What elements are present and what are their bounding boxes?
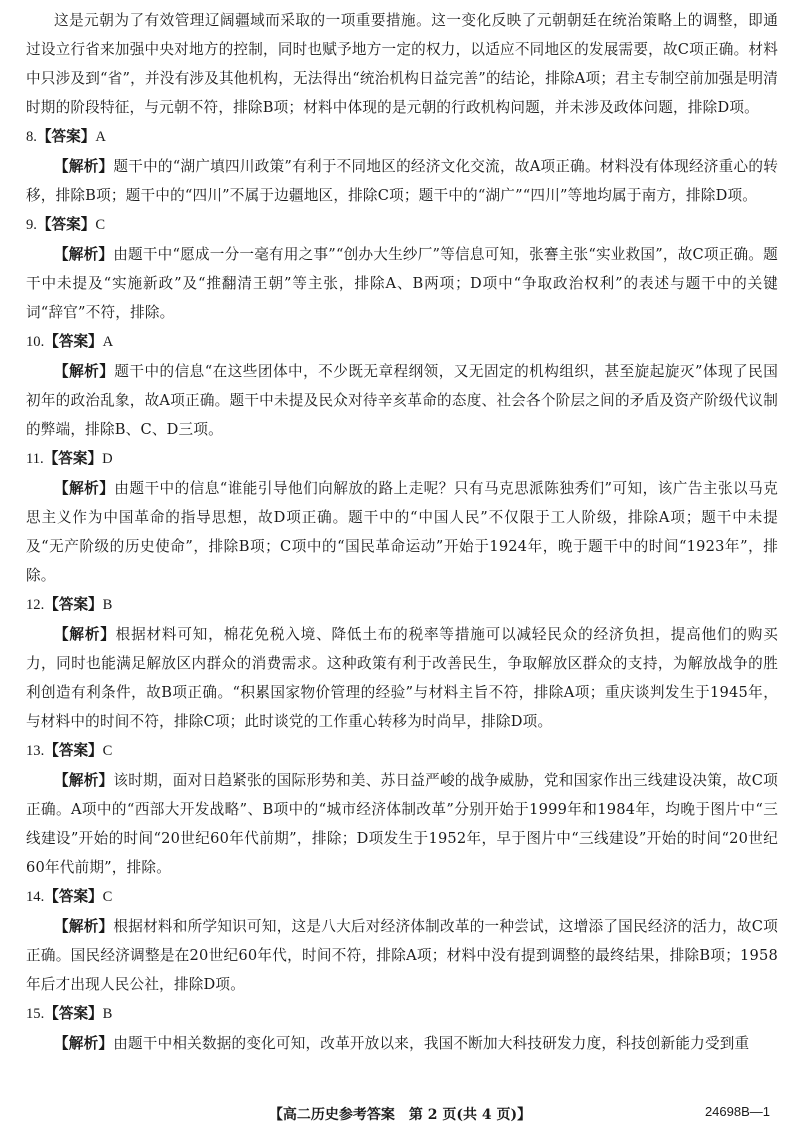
analysis-label: 【解析】 bbox=[54, 246, 114, 263]
answer-choice: D bbox=[102, 451, 113, 467]
answer-line bbox=[26, 882, 778, 912]
question-number: 14. bbox=[26, 889, 45, 905]
answer-line bbox=[26, 122, 778, 152]
answer-item-14 bbox=[26, 882, 778, 999]
footer-doc-code: 24698B—1 bbox=[704, 1104, 770, 1119]
analysis-text: 根据材料可知，棉花免税入境、降低土布的税率等措施可以减轻民众的经济负担，提高他们的购买力，同时也能满足解放区内群众的消费需求。这种政策有利于改善民生，争取解放区群众的支持，为解放战争的胜利创造有利条件，故B项正确。“积累国家物价管理的经验”与材料主旨不符，排除A项；重庆谈判发生于1945年，与材料中的时间不符，排除C项；此时谈党的工作重心转移为时尚早，排除D项。 bbox=[26, 626, 778, 730]
content-area bbox=[26, 6, 778, 1058]
analysis-label: 【解析】 bbox=[54, 158, 114, 175]
answer-item-15 bbox=[26, 999, 778, 1058]
question-number: 15. bbox=[26, 1006, 45, 1022]
answer-item-12 bbox=[26, 590, 778, 736]
answer-item-9 bbox=[26, 210, 778, 327]
answer-choice: B bbox=[102, 597, 113, 613]
answer-choice: C bbox=[102, 743, 113, 759]
analysis-paragraph bbox=[26, 240, 778, 327]
analysis-text: 该时期，面对日趋紧张的国际形势和美、苏日益严峻的战争威胁，党和国家作出三线建设决策，故C项正确。A项中的“西部大开发战略”、B项中的“城市经济体制改革”分别开始于1999年和1984年，均晚于图片中“三线建设”开始的时间“20世纪60年代前期”，排除；D项发生于1952年，早于图片中“三线建设”开始的时间“20世纪60年代前期”，排除。 bbox=[26, 772, 778, 876]
analysis-text: 由题干中“愿成一分一毫有用之事”“创办大生纱厂”等信息可知，张謇主张“实业救国”，故C项正确。题干中未提及“实施新政”及“推翻清王朝”等主张，排除A、B两项；D项中“争取政治权利”的表述与题干中的关键词“辞官”不符，排除。 bbox=[26, 246, 778, 321]
answer-label: 【答案】 bbox=[44, 742, 103, 759]
answer-line bbox=[26, 327, 778, 357]
question-number: 13. bbox=[26, 743, 45, 759]
answer-label: 【答案】 bbox=[43, 450, 103, 467]
question-number: 12. bbox=[26, 597, 45, 613]
intro-paragraph bbox=[26, 6, 778, 122]
answer-line bbox=[26, 999, 778, 1029]
answer-choice: B bbox=[102, 1006, 113, 1022]
analysis-paragraph bbox=[26, 766, 778, 882]
analysis-label: 【解析】 bbox=[54, 363, 115, 380]
answer-item-11 bbox=[26, 444, 778, 590]
analysis-label: 【解析】 bbox=[54, 480, 115, 497]
answer-choice: C bbox=[102, 889, 113, 905]
analysis-text: 题干中的“湖广填四川政策”有利于不同地区的经济文化交流，故A项正确。材料没有体现经济重心的转移，排除B项；题干中的“四川”不属于边疆地区，排除C项；题干中的“湖广”“四川”等地均属于南方，排除D项。 bbox=[26, 158, 778, 204]
analysis-label: 【解析】 bbox=[54, 772, 114, 789]
page-footer bbox=[0, 1104, 800, 1128]
intro-text: 这是元朝为了有效管理辽阔疆域而采取的一项重要措施。这一变化反映了元朝朝廷在统治策略上的调整，即通过设立行省来加强中央对地方的控制，同时也赋予地方一定的权力，以适应不同地区的发展需要，故C项正确。材料中只涉及到“省”，并没有涉及其他机构，无法得出“统治机构日益完善”的结论，排除A项；君主专制空前加强是明清时期的阶段特征，与元朝不符，排除B项；材料中体现的是元朝的行政机构问题，并未涉及政体问题，排除D项。 bbox=[26, 12, 778, 116]
answer-item-8 bbox=[26, 122, 778, 210]
analysis-text: 根据材料和所学知识可知，这是八大后对经济体制改革的一种尝试，这增添了国民经济的活力，故C项正确。国民经济调整是在20世纪60年代，时间不符，排除A项；材料中没有提到调整的最终结果，排除B项；1958年后才出现人民公社，排除D项。 bbox=[26, 918, 778, 993]
question-number: 9. bbox=[26, 217, 37, 233]
answer-line bbox=[26, 590, 778, 620]
analysis-paragraph bbox=[26, 357, 778, 444]
answer-line bbox=[26, 444, 778, 474]
answer-label: 【答案】 bbox=[44, 596, 103, 613]
answer-label: 【答案】 bbox=[36, 216, 96, 233]
footer-page-info: 【高二历史参考答案 第 2 页(共 4 页)】 bbox=[268, 1107, 532, 1123]
answer-item-10 bbox=[26, 327, 778, 444]
answer-line bbox=[26, 210, 778, 240]
question-number: 10. bbox=[26, 334, 45, 350]
answer-label: 【答案】 bbox=[44, 1005, 103, 1022]
analysis-paragraph bbox=[26, 912, 778, 999]
answer-item-13 bbox=[26, 736, 778, 882]
answer-label: 【答案】 bbox=[44, 333, 103, 350]
analysis-text: 由题干中相关数据的变化可知，改革开放以来，我国不断加大科技研发力度，科技创新能力受到重 bbox=[113, 1035, 750, 1052]
answer-label: 【答案】 bbox=[36, 128, 96, 145]
answer-line bbox=[26, 736, 778, 766]
answer-label: 【答案】 bbox=[44, 888, 103, 905]
analysis-label: 【解析】 bbox=[54, 918, 114, 935]
answer-choice: A bbox=[95, 129, 106, 145]
analysis-label: 【解析】 bbox=[54, 626, 116, 643]
answer-choice: C bbox=[95, 217, 106, 233]
analysis-paragraph bbox=[26, 620, 778, 736]
analysis-text: 由题干中的信息“谁能引导他们向解放的路上走呢？只有马克思派陈独秀们”可知，该广告主张以马克思主义作为中国革命的指导思想，故D项正确。题干中的“中国人民”不仅限于工人阶级，排除A项；题干中未提及“无产阶级的历史使命”，排除B项；C项中的“国民革命运动”开始于1924年，晚于题干中的时间“1923年”，排除。 bbox=[26, 480, 778, 584]
analysis-text: 题干中的信息“在这些团体中，不少既无章程纲领，又无固定的机构组织，甚至旋起旋灭”体现了民国初年的政治乱象，故A项正确。题干中未提及民众对待辛亥革命的态度、社会各个阶层之间的矛盾及资产阶级代议制的弊端，排除B、C、D三项。 bbox=[26, 363, 778, 438]
analysis-paragraph bbox=[26, 474, 778, 590]
answer-choice: A bbox=[102, 334, 114, 350]
question-number: 11. bbox=[26, 451, 44, 467]
analysis-paragraph bbox=[26, 1029, 778, 1058]
analysis-label: 【解析】 bbox=[54, 1035, 114, 1052]
analysis-paragraph bbox=[26, 152, 778, 210]
question-number: 8. bbox=[26, 129, 37, 145]
